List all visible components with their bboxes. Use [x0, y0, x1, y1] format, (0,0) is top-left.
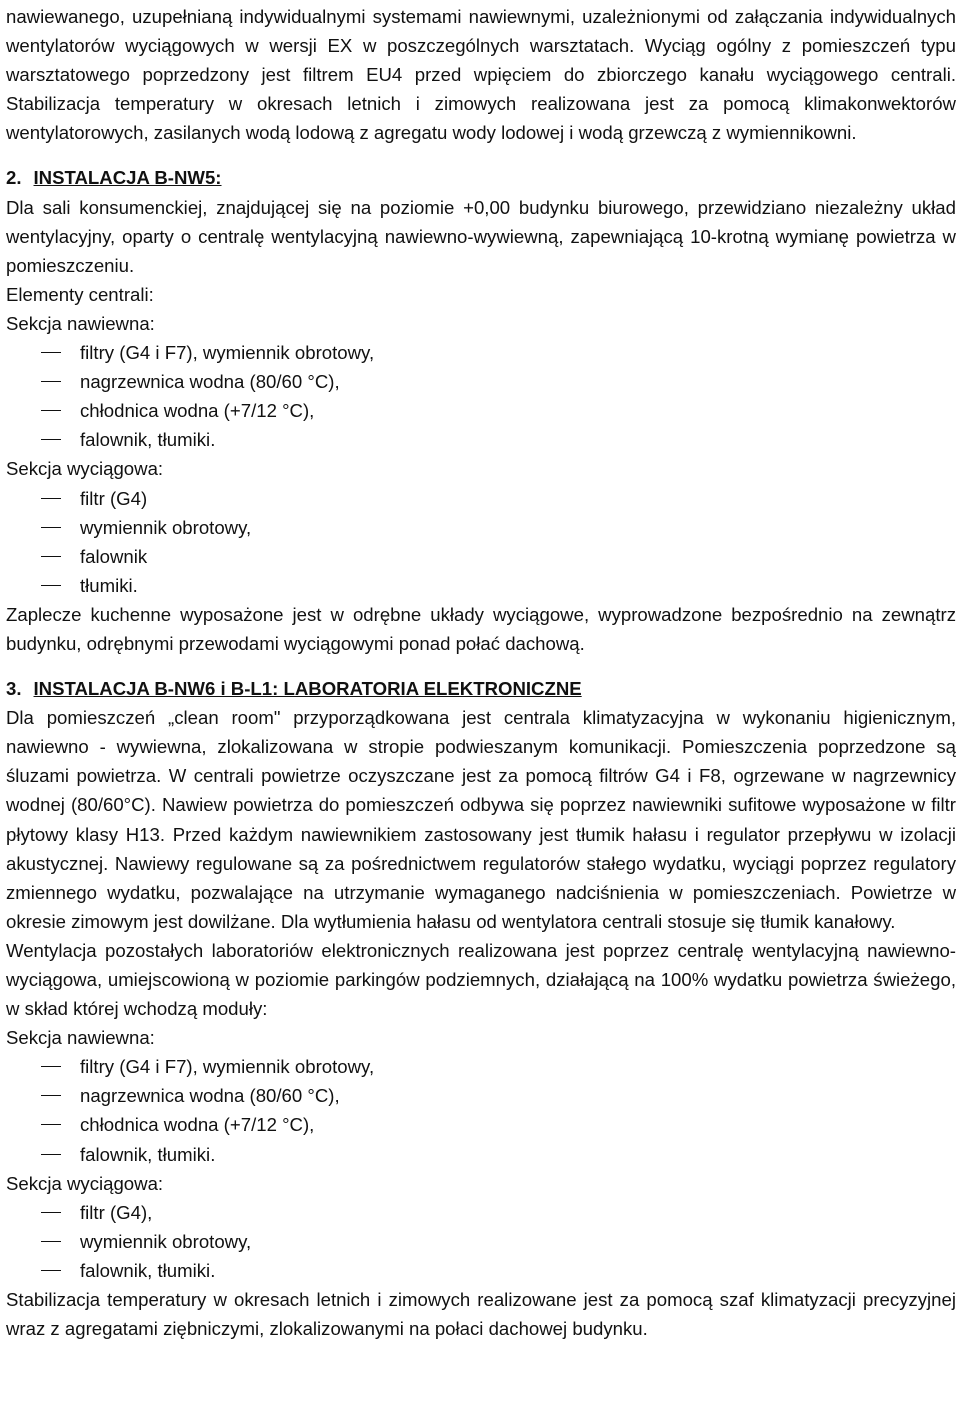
list-item [6, 425, 956, 454]
section-3-number: 3. [6, 678, 22, 700]
dash-bullet-icon [41, 1212, 61, 1213]
list-item-text: nagrzewnica wodna (80/60 °C), [80, 1085, 340, 1107]
list-item [6, 338, 956, 367]
section-3-description: Dla pomieszczeń „clean room" przyporządkowana jest centrala klimatyzacyjna w wykonaniu higienicznym, nawiewno - wywiewna, zlokalizowana w stropie podwieszanym komunikacji. Pomieszczenia poprzedzone są śluzami powietrza. W centrali powietrze oczyszczane jest za pomocą filtrów G4 i F8, ogrzewane w nagrzewnicy wodnej (80/60°C). Nawiew powietrza do pomieszczeń odbywa się poprzez nawiewniki sufitowe wyposażone w filtr płytowy klasy H13. Przed każdym nawiewnikiem zastosowany jest tłumik hałasu i regulator przepływu w izolacji akustycznej. Nawiewy regulowane są za pośrednictwem regulatorów stałego wydatku, wyciągi poprzez regulatory zmiennego wydatku, pozwalające na utrzymanie wymaganego nadciśnienia w pomieszczeniach. Powietrze w okresie zimowym jest dowilżane. Dla wytłumienia hałasu od wentylatora centrali stosuje się tłumik kanałowy. [6, 707, 956, 932]
list-item-text: filtry (G4 i F7), wymiennik obrotowy, [80, 342, 375, 364]
dash-bullet-icon [41, 1270, 61, 1271]
section-3-supply-label: Sekcja nawiewna: [6, 1027, 155, 1049]
list-item-text: nagrzewnica wodna (80/60 °C), [80, 371, 340, 393]
list-item [6, 542, 956, 571]
list-item [6, 513, 956, 542]
section-2-exhaust-list [6, 484, 956, 600]
section-3-title: INSTALACJA B-NW6 i B-L1: LABORATORIA ELEKTRONICZNE [33, 678, 582, 700]
list-item-text: tłumiki. [80, 574, 138, 596]
dash-bullet-icon [41, 585, 61, 586]
list-item-text: falownik, tłumiki. [80, 1259, 216, 1281]
list-item [6, 1081, 956, 1110]
section-3-exhaust-label: Sekcja wyciągowa: [6, 1172, 164, 1194]
dash-bullet-icon [41, 1241, 61, 1242]
list-item-text: falownik, tłumiki. [80, 429, 216, 451]
dash-bullet-icon [41, 498, 61, 499]
list-item [6, 1227, 956, 1256]
list-item [6, 1052, 956, 1081]
section-2-supply-list [6, 338, 956, 454]
section-2-number: 2. [6, 167, 22, 189]
section-3-supply-list [6, 1052, 956, 1168]
dash-bullet-icon [41, 352, 61, 353]
section-2-title: INSTALACJA B-NW5: [33, 167, 222, 189]
list-item [6, 1198, 956, 1227]
list-item-text: chłodnica wodna (+7/12 °C), [80, 1114, 315, 1136]
list-item [6, 571, 956, 600]
section-3-exhaust-list [6, 1198, 956, 1285]
section-2-supply-label: Sekcja nawiewna: [6, 312, 155, 334]
list-item-text: filtr (G4) [80, 487, 148, 509]
list-item-text: filtr (G4), [80, 1201, 153, 1223]
section-2-kitchen-note: Zaplecze kuchenne wyposażone jest w odrębne układy wyciągowe, wyprowadzone bezpośrednio na zewnątrz budynku, odrębnymi przewodami wyciągowymi ponad połać dachową. [6, 603, 956, 654]
document-page [6, 2, 956, 1343]
section-2-exhaust-label: Sekcja wyciągowa: [6, 458, 164, 480]
dash-bullet-icon [41, 527, 61, 528]
list-item [6, 1110, 956, 1139]
list-item-text: filtry (G4 i F7), wymiennik obrotowy, [80, 1056, 375, 1078]
intro-paragraph: nawiewanego, uzupełnianą indywidualnymi systemami nawiewnymi, uzależnionymi od załączania indywidualnych wentylatorów wyciągowych w wersji EX w poszczególnych warsztatach. Wyciąg ogólny z pomieszczeń typu warsztatowego poprzedzony jest filtrem EU4 przed wpięciem do zbiorczego kanału wyciągowego centrali. Stabilizacja temperatury w okresach letnich i zimowych realizowana jest za pomocą klimakonwektorów wentylatorowych, zasilanych wodą lodową z agregatu wody lodowej i wodą grzewczą z wymiennikowni. [6, 6, 956, 144]
dash-bullet-icon [41, 1154, 61, 1155]
dash-bullet-icon [41, 1095, 61, 1096]
list-item-text: wymiennik obrotowy, [80, 516, 252, 538]
dash-bullet-icon [41, 381, 61, 382]
list-item-text: chłodnica wodna (+7/12 °C), [80, 400, 315, 422]
section-2-heading [6, 163, 956, 192]
list-item [6, 1140, 956, 1169]
list-item-text: falownik [80, 545, 148, 567]
dash-bullet-icon [41, 1124, 61, 1125]
list-item-text: falownik, tłumiki. [80, 1143, 216, 1165]
section-3-other-labs: Wentylacja pozostałych laboratoriów elektronicznych realizowana jest poprzez centralę wentylacyjną nawiewno-wyciągowa, umiejscowioną w poziomie parkingów podziemnych, działającą na 100% wydatku powietrza świeżego, w skład której wchodzą moduły: [6, 939, 956, 1020]
list-item-text: wymiennik obrotowy, [80, 1230, 252, 1252]
section-2-description: Dla sali konsumenckiej, znajdującej się na poziomie +0,00 budynku biurowego, przewidziano niezależny układ wentylacyjny, oparty o centralę wentylacyjną nawiewno-wywiewną, zapewniającą 10-krotną wymianę powietrza w pomieszczeniu. [6, 196, 956, 276]
section-2-elements-label: Elementy centrali: [6, 283, 154, 305]
list-item [6, 367, 956, 396]
list-item [6, 396, 956, 425]
section-3-heading [6, 674, 956, 703]
spacer [6, 147, 956, 163]
section-3-stabilization: Stabilizacja temperatury w okresach letnich i zimowych realizowane jest za pomocą szaf klimatyzacji precyzyjnej wraz z agregatami ziębniczymi, zlokalizowanymi na połaci dachowej budynku. [6, 1289, 956, 1340]
list-item [6, 484, 956, 513]
spacer [6, 658, 956, 674]
dash-bullet-icon [41, 439, 61, 440]
list-item [6, 1256, 956, 1285]
dash-bullet-icon [41, 410, 61, 411]
dash-bullet-icon [41, 556, 61, 557]
dash-bullet-icon [41, 1066, 61, 1067]
